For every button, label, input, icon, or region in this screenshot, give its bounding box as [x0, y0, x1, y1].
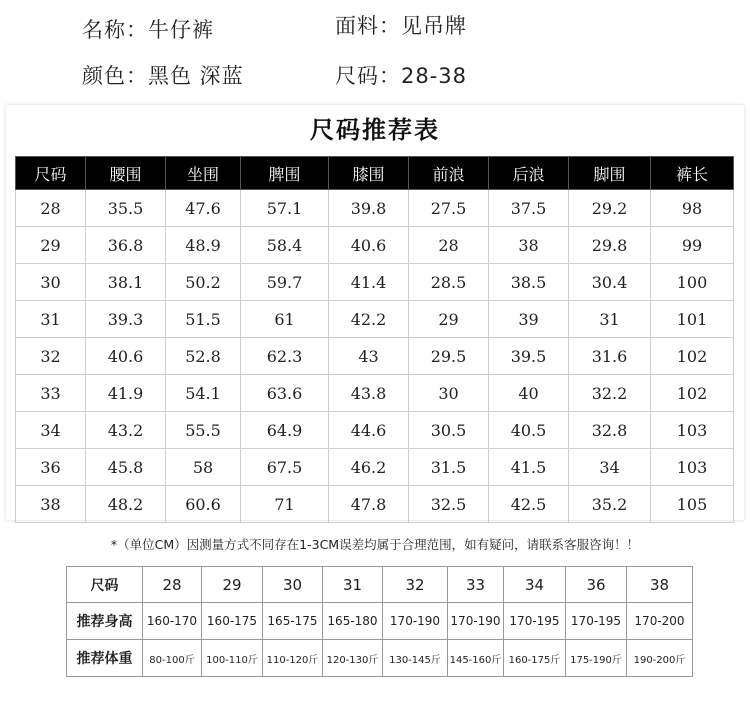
size-chart-cell: 39.3	[86, 301, 166, 338]
size-chart-cell: 51.5	[166, 301, 241, 338]
size-chart-cell: 52.8	[166, 338, 241, 375]
size-chart-cell: 58.4	[241, 227, 329, 264]
recommendation-cell: 80-100斤	[143, 640, 202, 677]
size-chart-cell: 46.2	[329, 449, 409, 486]
recommendation-row-label: 推荐体重	[67, 640, 143, 677]
size-chart-cell: 39.8	[329, 190, 409, 227]
size-chart-cell: 44.6	[329, 412, 409, 449]
size-chart-cell: 29.8	[569, 227, 651, 264]
product-fabric: 面料：见吊牌	[335, 14, 467, 38]
size-chart-cell: 98	[651, 190, 734, 227]
size-chart-title: 尺码推荐表	[310, 116, 440, 144]
size-chart-header-cell: 后浪	[489, 157, 569, 190]
size-chart-cell: 40.5	[489, 412, 569, 449]
size-chart-cell: 33	[16, 375, 86, 412]
size-chart-cell: 28	[409, 227, 489, 264]
size-chart-cell: 43	[329, 338, 409, 375]
size-chart-cell: 99	[651, 227, 734, 264]
size-chart-cell: 40	[489, 375, 569, 412]
size-chart-row	[16, 375, 734, 412]
size-chart-cell: 30	[409, 375, 489, 412]
size-chart-cell: 29	[409, 301, 489, 338]
size-chart-cell: 28	[16, 190, 86, 227]
size-chart-cell: 41.4	[329, 264, 409, 301]
size-chart-header-row	[16, 157, 734, 190]
product-color: 颜色：黑色 深蓝	[82, 64, 244, 88]
size-chart-cell: 32.2	[569, 375, 651, 412]
size-chart-cell: 61	[241, 301, 329, 338]
recommendation-row-label: 尺码	[67, 567, 143, 603]
size-chart-cell: 34	[569, 449, 651, 486]
size-chart-header-cell: 脚围	[569, 157, 651, 190]
size-chart-cell: 62.3	[241, 338, 329, 375]
size-chart-cell: 103	[651, 449, 734, 486]
size-chart-cell: 28.5	[409, 264, 489, 301]
size-chart-header-cell: 前浪	[409, 157, 489, 190]
measurement-note: *（单位CM）因测量方式不同存在1-3CM误差均属于合理范围，如有疑问，请联系客服咨询！！	[110, 537, 640, 552]
size-chart-cell: 42.2	[329, 301, 409, 338]
size-chart-cell: 41.5	[489, 449, 569, 486]
recommendation-cell: 31	[323, 567, 383, 603]
recommendation-cell: 165-175	[263, 603, 323, 640]
size-chart-cell: 30	[16, 264, 86, 301]
size-chart-cell: 42.5	[489, 486, 569, 523]
size-chart-cell: 29	[16, 227, 86, 264]
size-chart-cell: 36.8	[86, 227, 166, 264]
size-chart-cell: 32	[16, 338, 86, 375]
size-chart-cell: 57.1	[241, 190, 329, 227]
size-chart-cell: 101	[651, 301, 734, 338]
size-chart-header-cell: 坐围	[166, 157, 241, 190]
size-chart-cell: 59.7	[241, 264, 329, 301]
size-chart-row	[16, 190, 734, 227]
recommendation-row	[67, 640, 693, 677]
size-chart-cell: 38	[489, 227, 569, 264]
recommendation-row	[67, 567, 693, 603]
size-chart-cell: 47.6	[166, 190, 241, 227]
recommendation-row-label: 推荐身高	[67, 603, 143, 640]
size-chart-cell: 103	[651, 412, 734, 449]
recommendation-cell: 170-195	[566, 603, 627, 640]
size-chart-cell: 43.2	[86, 412, 166, 449]
recommendation-cell: 33	[448, 567, 504, 603]
size-chart-cell: 34	[16, 412, 86, 449]
size-chart-cell: 54.1	[166, 375, 241, 412]
size-chart-table	[15, 156, 734, 523]
size-chart-cell: 38.1	[86, 264, 166, 301]
size-chart-cell: 58	[166, 449, 241, 486]
size-chart-cell: 71	[241, 486, 329, 523]
size-chart-cell: 31.5	[409, 449, 489, 486]
size-chart-header-cell: 裤长	[651, 157, 734, 190]
recommendation-cell: 110-120斤	[263, 640, 323, 677]
size-chart-cell: 47.8	[329, 486, 409, 523]
size-chart-header-cell: 腰围	[86, 157, 166, 190]
size-chart-header-cell: 膝围	[329, 157, 409, 190]
size-chart-cell: 64.9	[241, 412, 329, 449]
size-chart-cell: 105	[651, 486, 734, 523]
recommendation-table	[66, 566, 693, 677]
size-chart-cell: 67.5	[241, 449, 329, 486]
recommendation-cell: 160-175	[202, 603, 263, 640]
size-chart-cell: 29.5	[409, 338, 489, 375]
recommendation-cell: 32	[383, 567, 448, 603]
size-chart-cell: 100	[651, 264, 734, 301]
size-chart-cell: 32.8	[569, 412, 651, 449]
size-chart-header-cell: 脾围	[241, 157, 329, 190]
size-chart-cell: 50.2	[166, 264, 241, 301]
size-chart-cell: 40.6	[329, 227, 409, 264]
size-chart-cell: 31.6	[569, 338, 651, 375]
size-chart-cell: 30.5	[409, 412, 489, 449]
recommendation-cell: 30	[263, 567, 323, 603]
size-chart-cell: 27.5	[409, 190, 489, 227]
size-chart-cell: 102	[651, 375, 734, 412]
size-chart-cell: 32.5	[409, 486, 489, 523]
size-chart-cell: 38	[16, 486, 86, 523]
size-chart-cell: 43.8	[329, 375, 409, 412]
recommendation-cell: 130-145斤	[383, 640, 448, 677]
size-chart-cell: 38.5	[489, 264, 569, 301]
size-chart-cell: 31	[16, 301, 86, 338]
size-chart-cell: 45.8	[86, 449, 166, 486]
size-chart-header-cell: 尺码	[16, 157, 86, 190]
recommendation-cell: 38	[627, 567, 693, 603]
recommendation-cell: 145-160斤	[448, 640, 504, 677]
recommendation-cell: 170-190	[383, 603, 448, 640]
size-chart-cell: 39.5	[489, 338, 569, 375]
size-chart-row	[16, 338, 734, 375]
size-chart-cell: 39	[489, 301, 569, 338]
size-chart-row	[16, 227, 734, 264]
recommendation-cell: 120-130斤	[323, 640, 383, 677]
recommendation-cell: 34	[504, 567, 566, 603]
size-chart-row	[16, 412, 734, 449]
product-size-range: 尺码：28-38	[335, 64, 468, 88]
recommendation-cell: 165-180	[323, 603, 383, 640]
size-chart-cell: 102	[651, 338, 734, 375]
recommendation-cell: 160-175斤	[504, 640, 566, 677]
size-chart-row	[16, 486, 734, 523]
size-chart-cell: 37.5	[489, 190, 569, 227]
size-chart-cell: 35.2	[569, 486, 651, 523]
size-chart-cell: 40.6	[86, 338, 166, 375]
size-chart-cell: 29.2	[569, 190, 651, 227]
size-chart-cell: 31	[569, 301, 651, 338]
recommendation-cell: 28	[143, 567, 202, 603]
size-chart-cell: 55.5	[166, 412, 241, 449]
recommendation-cell: 190-200斤	[627, 640, 693, 677]
size-chart-cell: 36	[16, 449, 86, 486]
recommendation-cell: 100-110斤	[202, 640, 263, 677]
size-chart-cell: 48.9	[166, 227, 241, 264]
recommendation-cell: 160-170	[143, 603, 202, 640]
size-chart-cell: 35.5	[86, 190, 166, 227]
recommendation-cell: 175-190斤	[566, 640, 627, 677]
size-chart-cell: 41.9	[86, 375, 166, 412]
recommendation-cell: 29	[202, 567, 263, 603]
size-chart-cell: 60.6	[166, 486, 241, 523]
size-chart-row	[16, 264, 734, 301]
recommendation-cell: 170-190	[448, 603, 504, 640]
size-chart-cell: 63.6	[241, 375, 329, 412]
size-chart-cell: 48.2	[86, 486, 166, 523]
size-chart-row	[16, 449, 734, 486]
recommendation-cell: 170-195	[504, 603, 566, 640]
size-chart-row	[16, 301, 734, 338]
size-chart-cell: 30.4	[569, 264, 651, 301]
recommendation-row	[67, 603, 693, 640]
recommendation-cell: 170-200	[627, 603, 693, 640]
recommendation-cell: 36	[566, 567, 627, 603]
product-name: 名称：牛仔裤	[82, 18, 214, 42]
